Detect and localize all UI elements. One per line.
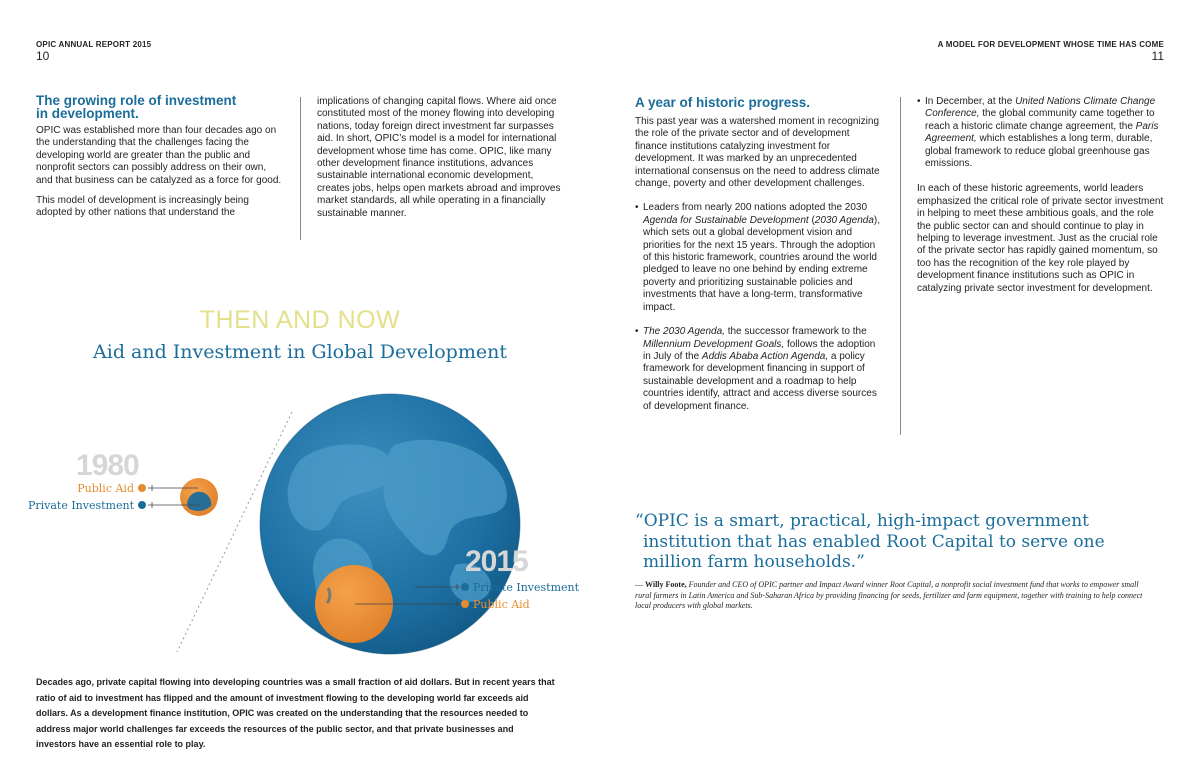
pull-quote <box>635 511 1175 573</box>
bullet-dot: • <box>635 326 639 338</box>
quote-line-3: million farm households.” <box>643 552 865 572</box>
right-column-1 <box>635 116 883 413</box>
then-public-aid-label: Public Aid <box>77 482 134 495</box>
column-divider <box>300 97 301 240</box>
year-1980: 1980 <box>76 449 139 482</box>
quote-attribution: — Willy Foote, Founder and CEO of OPIC partner and Impact Award winner Root Capital, a nonprofit social investment fund that works to empower small rural farmers in Latin America and Sub-Saharan Africa by providing financing for seeds, fertilizer and farm equipment, together with training to help connect local producers with global markets. <box>635 580 1143 610</box>
now-public-aid-marker <box>461 600 469 608</box>
now-public-aid-label: Public Aid <box>473 598 530 611</box>
left-col1-paragraph-2: This model of development is increasingly being adopted by other nations that understand the <box>36 195 249 219</box>
left-column-2 <box>317 96 567 220</box>
quote-author: Willy Foote, <box>645 580 687 589</box>
bullet-dot: • <box>917 96 921 107</box>
then-public-aid-marker <box>138 484 146 492</box>
right-running-header: A MODEL FOR DEVELOPMENT WHOSE TIME HAS COME <box>937 40 1164 49</box>
bullet-2030-agenda: • Leaders from nearly 200 nations adopted the 2030 Agenda for Sustainable Development (2030 Agenda), which sets out a global development vision and priorities for the next 15 years. Through the adoption of this historic framework, countries around the world pledged to leave no one behind by ending extreme poverty and prioritizing sustainable policies and investments that have a long-term, transformative impact. <box>635 202 881 313</box>
infographic-caption: Decades ago, private capital flowing into developing countries was a small fraction of aid dollars. But in recent years that ratio of aid to investment has flipped and the amount of investment flowing to the developing world far exceeds aid dollars. As a development finance institution, OPIC was created on the understanding that the resources needed to address major world challenges far exceeds the resources of the public sector, and that private businesses and investors have an essential role to play. <box>36 677 555 750</box>
infographic-subtitle: Aid and Investment in Global Development <box>93 341 507 363</box>
left-column-1 <box>36 125 283 220</box>
right-final-paragraph: In each of these historic agreements, world leaders emphasized the critical role of private sector investment in helping to meet these ambitious goals, and the role the public sector can and should continue to play in helping to leverage investment. Just as the crucial role of the private sector has rapidly gained momentum, so too has the recognition of the key role played by development finance institutions such as OPIC in catalyzing private sector investment for development. <box>917 183 1164 294</box>
now-private-investment-marker <box>461 583 469 591</box>
right-column-divider <box>900 97 901 435</box>
now-private-investment-label: Private Investment <box>473 581 580 594</box>
then-and-now-graphic <box>0 390 600 670</box>
quote-line-2: institution that has enabled Root Capital to serve one <box>643 531 1105 552</box>
left-section-heading <box>36 94 276 120</box>
bullet-dot: • <box>635 202 639 214</box>
bullet-successor-framework: • The 2030 Agenda, the successor framework to the Millennium Development Goals, follows the adoption in July of the Addis Ababa Action Agenda, a policy framework for development financing in support of sustainable development and a roadmap to help countries identify, attract and access diverse sources of development finance. <box>635 326 877 412</box>
left-page-number: 10 <box>36 49 50 63</box>
bullet-climate-conference: • In December, at the United Nations Climate Change Conference, the global community came together to reach a historic climate change agreement, the Paris Agreement, which establishes a long term, durable, global framework to reduce global greenhouse gas emissions. <box>917 96 1159 170</box>
right-section-heading: A year of historic progress. <box>635 95 811 110</box>
year-2015: 2015 <box>465 545 528 578</box>
right-page-number: 11 <box>1151 49 1164 63</box>
right-intro-paragraph: This past year was a watershed moment in recognizing the role of the private sector and of development finance institutions catalyzing investment for development. It was marked by an unprecedented international consensus on the need to address climate change, poverty and other development challenges. <box>635 116 880 190</box>
then-private-investment-label: Private Investment <box>27 499 134 512</box>
then-private-investment-marker <box>138 501 146 509</box>
left-col2-paragraph-1: implications of changing capital flows. Where aid once constituted most of the money flowing into developing nations, today foreign direct investment far surpasses aid. In short, OPIC’s model is a model for international development whose time has come. OPIC, like many other development finance institutions, advances sustainable international economic development, creates jobs, helps open markets abroad and improves market standards, all while operating in a financially sustainable manner. <box>317 96 561 219</box>
right-column-2 <box>917 96 1165 295</box>
left-col1-paragraph-1: OPIC was established more than four decades ago on the understanding that the challenges facing the developing world are greater than the public and nonprofit sectors can possibly address on their own, and that business can be catalyzed as a force for good. <box>36 125 282 186</box>
left-heading-line-2: in development. <box>36 106 139 121</box>
left-heading-line-1: The growing role of investment <box>36 93 237 108</box>
infographic-title: THEN AND NOW <box>199 306 401 334</box>
left-running-header: OPIC ANNUAL REPORT 2015 <box>36 40 152 49</box>
quote-line-1: “OPIC is a smart, practical, high-impact government <box>635 511 1089 531</box>
